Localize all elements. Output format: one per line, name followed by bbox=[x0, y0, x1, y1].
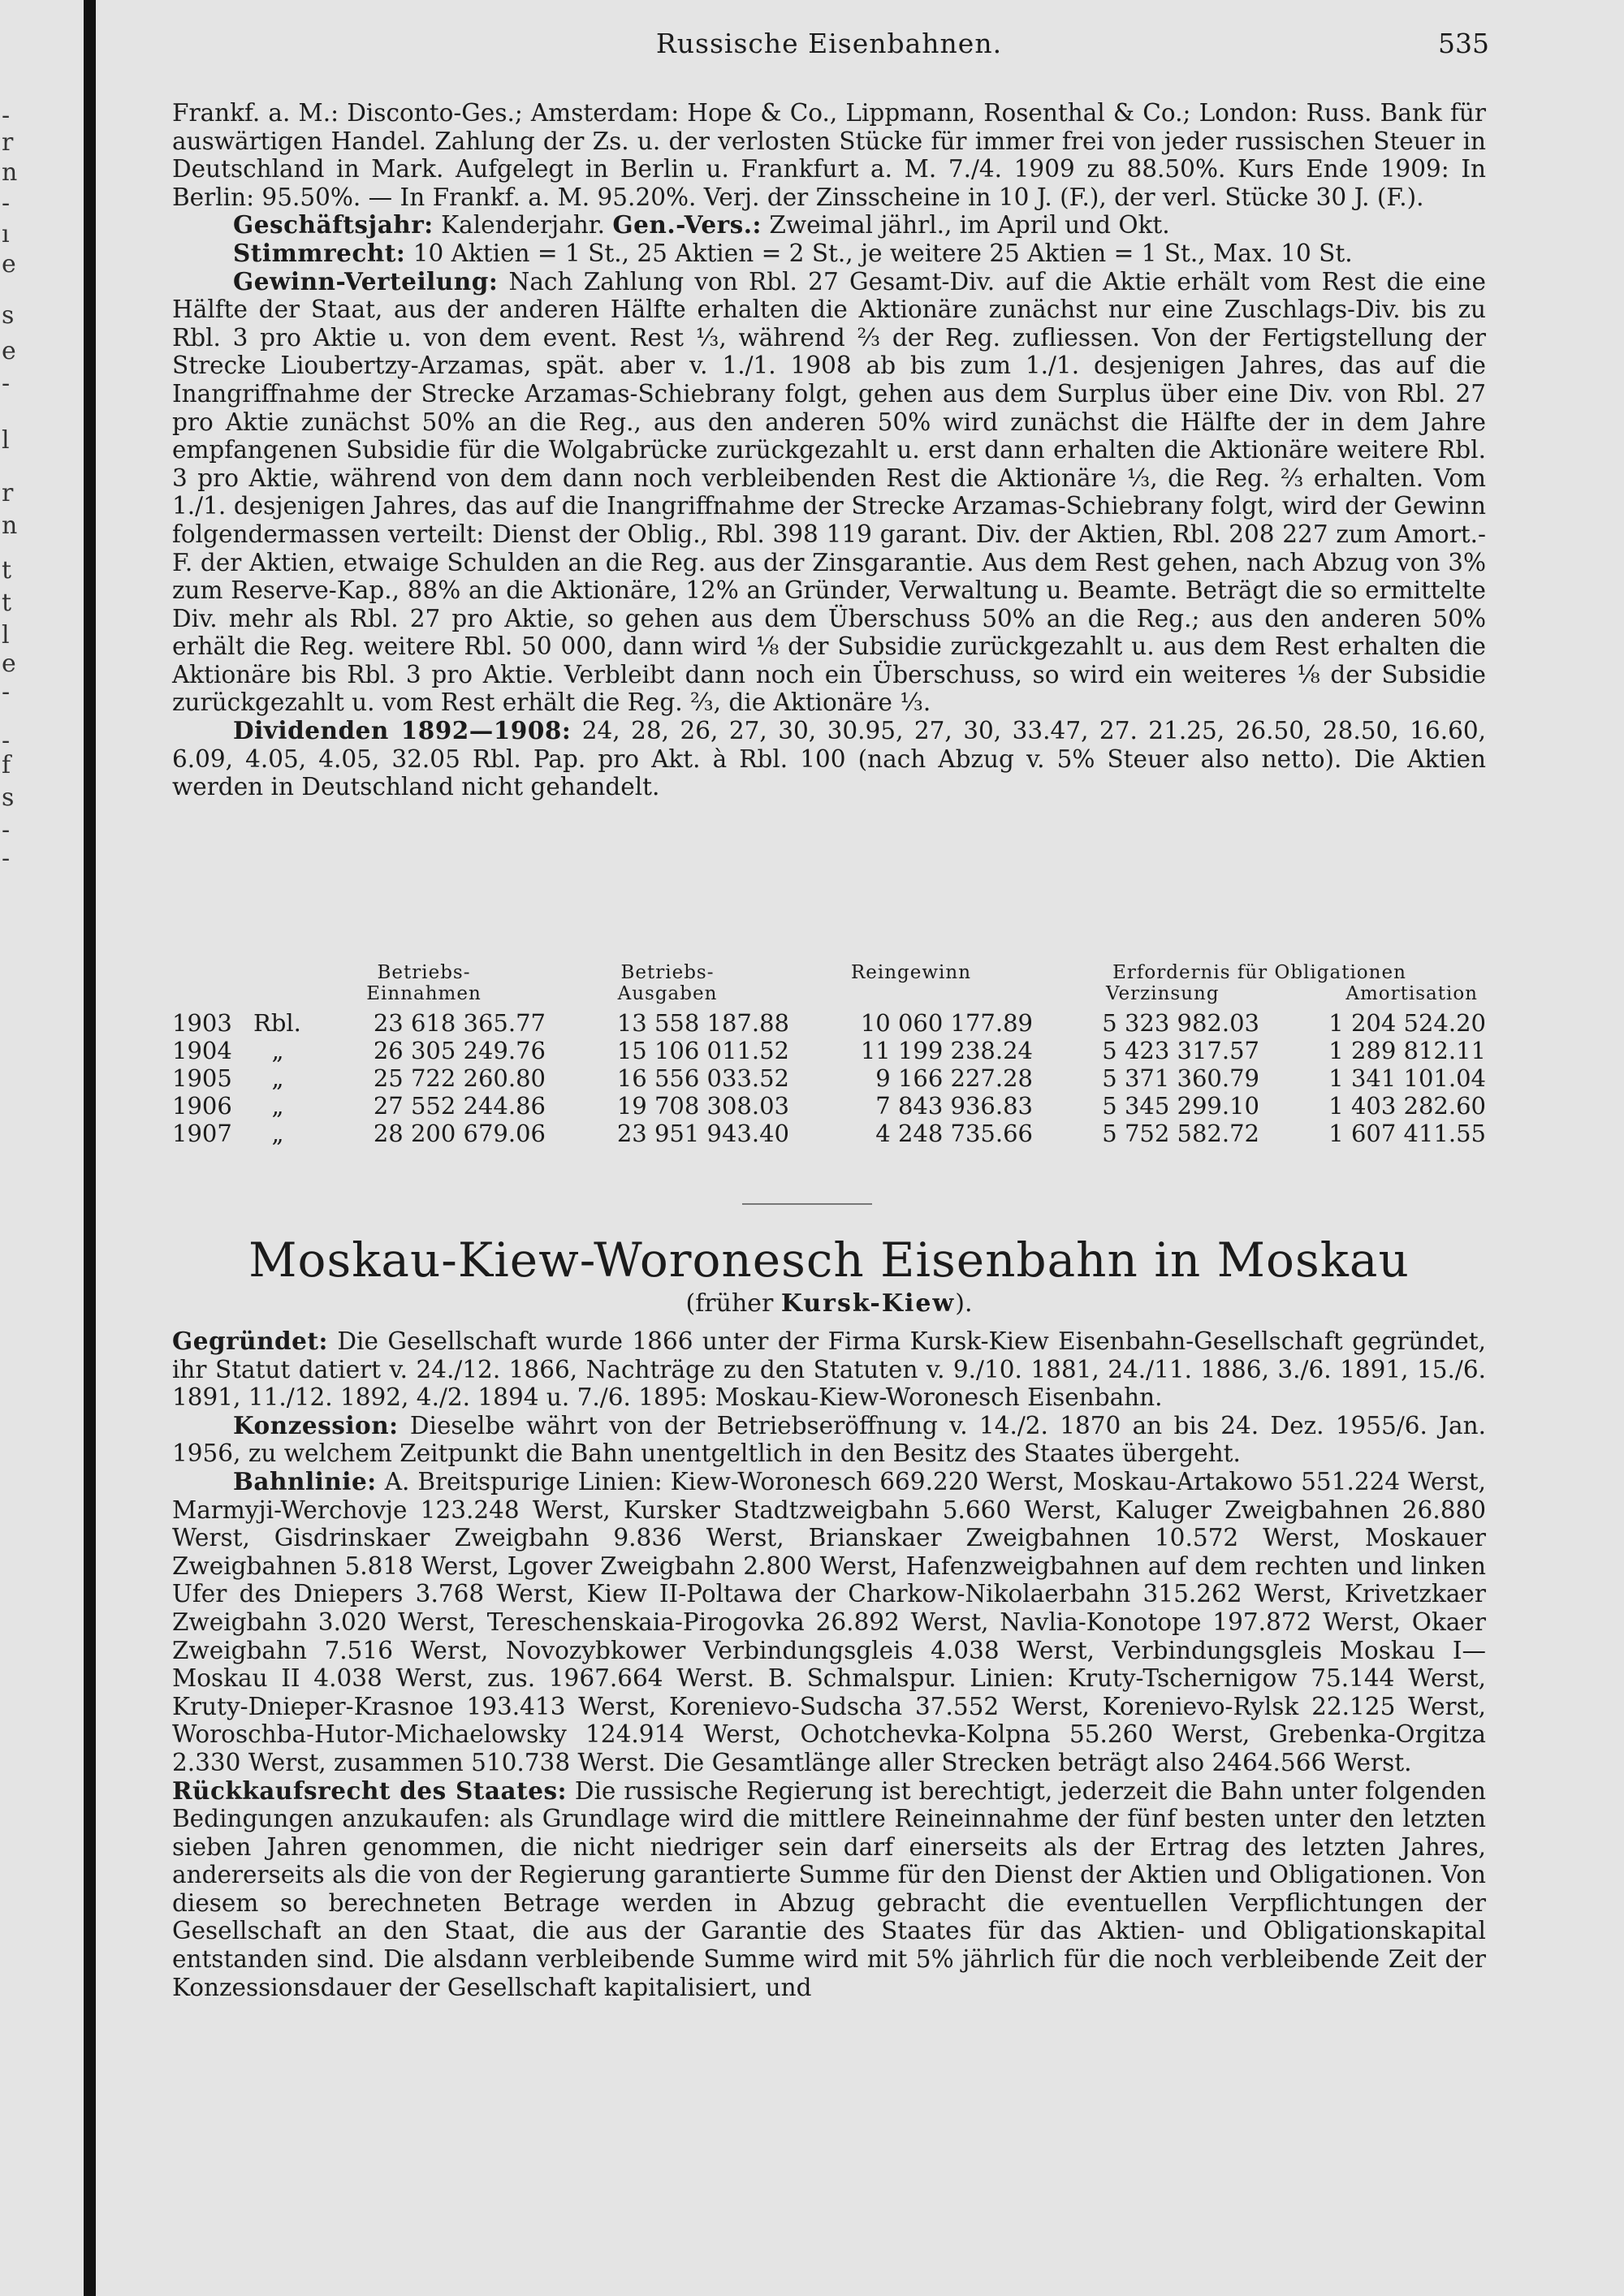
cell-year: 1906 bbox=[172, 1092, 232, 1120]
margin-char: - bbox=[2, 101, 11, 130]
cell-amortisation: 1 341 101.04 bbox=[1328, 1064, 1486, 1092]
margin-char: - bbox=[2, 727, 11, 755]
margin-char: t bbox=[2, 556, 12, 585]
paragraph-gewinn-verteilung bbox=[172, 268, 1486, 718]
section-moskau-kiew-woronesch bbox=[172, 1327, 1486, 2001]
cell-ausgaben: 13 558 187.88 bbox=[616, 1009, 789, 1037]
table-row bbox=[172, 1092, 1486, 1120]
text-konzession: Dieselbe währt von der Betriebseröffnung v. 14./2. 1870 an bis 24. Dez. 1955/6. Jan. 1956, zu welchem Zeitpunkt die Bahn unentgeltlich in den Besitz des Staates übergeht. bbox=[172, 1411, 1486, 1468]
cell-amortisation: 1 403 282.60 bbox=[1328, 1092, 1486, 1120]
company-title: Moskau-Kiew-Woronesch Eisenbahn in Moskau bbox=[248, 1232, 1410, 1288]
table-row bbox=[172, 1064, 1486, 1092]
subtitle-post: ). bbox=[955, 1289, 973, 1318]
cell-currency: „ bbox=[271, 1092, 284, 1120]
text-gen-vers: Zweimal jährl., im April und Okt. bbox=[769, 211, 1170, 240]
label-geschaeftsjahr: Geschäftsjahr: bbox=[233, 210, 434, 240]
margin-char: f bbox=[2, 751, 11, 779]
text-geschaeftsjahr: Kalenderjahr. bbox=[441, 211, 606, 240]
cell-amortisation: 1 607 411.55 bbox=[1328, 1120, 1486, 1147]
table-row bbox=[172, 1009, 1486, 1037]
cell-ausgaben: 16 556 033.52 bbox=[616, 1064, 789, 1092]
cell-currency: „ bbox=[271, 1037, 284, 1064]
cell-einnahmen: 23 618 365.77 bbox=[373, 1009, 546, 1037]
subtitle-pre: (früher bbox=[685, 1289, 774, 1318]
label-gen-vers: Gen.-Vers.: bbox=[612, 210, 762, 240]
label-gegruendet: Gegründet: bbox=[172, 1327, 328, 1355]
cell-currency: „ bbox=[271, 1064, 284, 1092]
margin-char: - bbox=[2, 844, 11, 873]
paragraph-geschaeftsjahr bbox=[172, 211, 1486, 240]
margin-char: - bbox=[2, 369, 11, 398]
table-row bbox=[172, 1037, 1486, 1064]
margin-char: t bbox=[2, 589, 12, 617]
cell-ausgaben: 23 951 943.40 bbox=[616, 1120, 789, 1147]
text-dividenden: 24, 28, 26, 27, 30, 30.95, 27, 30, 33.47, 27. 21.25, 26.50, 28.50, 16.60, 6.09, 4.05, 4.05, 32.05 Rbl. Pap. pro Akt. à Rbl. 100 (nach Abzug v. 5% Steuer also netto). Die Aktien werden in Deutschland nicht gehandelt. bbox=[172, 717, 1486, 801]
margin-char: - bbox=[2, 678, 11, 706]
cell-ausgaben: 15 106 011.52 bbox=[616, 1037, 789, 1064]
cell-reingewinn: 11 199 238.24 bbox=[860, 1037, 1033, 1064]
margin-char: - bbox=[2, 816, 11, 844]
header-betriebs-ausgaben: Betriebs- Ausgaben bbox=[617, 962, 718, 1004]
cell-reingewinn: 7 843 936.83 bbox=[875, 1092, 1033, 1120]
cell-year: 1903 bbox=[172, 1009, 232, 1037]
margin-char: r bbox=[2, 479, 14, 507]
paragraph-stimmrecht bbox=[172, 240, 1486, 268]
cell-year: 1905 bbox=[172, 1064, 232, 1092]
financial-table bbox=[172, 962, 1486, 1147]
table-row bbox=[172, 1120, 1486, 1147]
paragraph-gegruendet bbox=[172, 1327, 1486, 1412]
page-number: 535 bbox=[1438, 28, 1489, 59]
margin-char: e bbox=[2, 250, 16, 278]
section-russ-eisenbahnen bbox=[172, 99, 1486, 801]
subtitle-former-name: Kursk-Kiew bbox=[780, 1289, 956, 1318]
text-gewinn-verteilung: Nach Zahlung von Rbl. 27 Gesamt-Div. auf die Aktie erhält vom Rest die eine Hälfte der Staat, aus der anderen Hälfte erhalten die Aktionäre zunächst nur eine Zuschlags-Div. bis zu Rbl. 3 pro Aktie u. von dem event. Rest ⅓, während ⅔ der Reg. zufliessen. Von der Fertigstellung der Strecke Lioubertzy-Arzamas, spät. aber v. 1./1. 1908 ab bis zum 1./1. desjenigen Jahres, das auf die Inangriffnahme der Strecke Arzamas-Schiebrany folgt, gehen aus dem Surplus über eine Div. von Rbl. 27 pro Aktie zunächst 50% an die Reg., aus den anderen 50% wird zunächst die Hälfte der in dem Jahre empfangenen Subsidie für die Wolgabrücke zurückgezahlt u. erst dann erhalten die Aktionäre weitere Rbl. 3 pro Aktie, während von dem dann noch verbleibenden Rest die Aktionäre ⅓, die Reg. ⅔ erhalten. Vom 1./1. desjenigen Jahres, das auf die Inangriffnahme der Strecke Arzamas-Schiebrany folgt, wird der Gewinn folgendermassen verteilt: Dienst der Oblig., Rbl. 398 119 garant. Div. der Aktien, Rbl. 208 227 zum Amort.-F. der Aktien, etwaige Schulden an die Reg. aus der Zinsgarantie. Aus dem Rest gehen, nach Abzug von 3% zum Reserve-Kap., 88% an die Aktionäre, 12% an Gründer, Verwaltung u. Beamte. Beträgt die so ermittelte Div. mehr als Rbl. 27 pro Aktie, so gehen aus dem Überschuss 50% an die Reg.; aus den anderen 50% erhält die Reg. weitere Rbl. 50 000, dann wird ⅛ der Subsidie zurückgezahlt u. aus dem Rest erhalten die Aktionäre bis Rbl. 3 pro Aktie. Verbleibt dann noch ein Überschuss, so wird ein weiteres ⅛ der Subsidie zurückgezahlt u. vom Rest erhält die Reg. ⅔, die Aktionäre ⅓. bbox=[172, 267, 1486, 717]
margin-char: ı bbox=[2, 220, 10, 248]
paragraph-konzession bbox=[172, 1412, 1486, 1468]
margin-char: r bbox=[2, 128, 14, 157]
cell-verzinsung: 5 371 360.79 bbox=[1102, 1064, 1259, 1092]
paragraph-bahnlinie bbox=[172, 1468, 1486, 1777]
cell-verzinsung: 5 423 317.57 bbox=[1102, 1037, 1259, 1064]
cell-amortisation: 1 289 812.11 bbox=[1328, 1037, 1486, 1064]
text-stimmrecht: 10 Aktien = 1 St., 25 Aktien = 2 St., je weitere 25 Aktien = 1 St., Max. 10 St. bbox=[412, 239, 1353, 267]
cell-reingewinn: 10 060 177.89 bbox=[860, 1009, 1033, 1037]
cell-reingewinn: 4 248 735.66 bbox=[875, 1120, 1033, 1147]
margin-char: s bbox=[2, 301, 15, 330]
paragraph-rueckkaufsrecht bbox=[172, 1777, 1486, 2002]
cell-verzinsung: 5 323 982.03 bbox=[1102, 1009, 1259, 1037]
table-header-row bbox=[172, 962, 1486, 1009]
paragraph-zahlstellen: Frankf. a. M.: Disconto-Ges.; Amsterdam: Hope & Co., Lippmann, Rosenthal & Co.; London: Russ. Bank für auswärtigen Handel. Zahlung der Zs. u. der verlosten Stücke für immer frei von jeder russischen Steuer in Deutschland in Mark. Aufgelegt in Berlin u. Frankfurt a. M. 7./4. 1909 zu 88.50%. Kurs Ende 1909: In Berlin: 95.50%. — In Frankf. a. M. 95.20%. Verj. der Zinsscheine in 10 J. (F.), der verl. Stücke 30 J. (F.). bbox=[172, 99, 1486, 211]
label-gewinn-verteilung: Gewinn-Verteilung: bbox=[233, 266, 499, 296]
cell-einnahmen: 25 722 260.80 bbox=[373, 1064, 546, 1092]
binding-edge bbox=[84, 0, 96, 2296]
header-verzinsung: Verzinsung bbox=[1106, 983, 1220, 1004]
margin-char: s bbox=[2, 783, 15, 812]
cell-year: 1904 bbox=[172, 1037, 232, 1064]
label-bahnlinie: Bahnlinie: bbox=[233, 1466, 377, 1495]
margin-char: - bbox=[2, 189, 11, 218]
header-betriebs-einnahmen: Betriebs- Einnahmen bbox=[366, 962, 482, 1004]
running-title: Russische Eisenbahnen. bbox=[655, 28, 1003, 59]
cell-verzinsung: 5 345 299.10 bbox=[1102, 1092, 1259, 1120]
margin-char: e bbox=[2, 337, 16, 365]
cell-currency: „ bbox=[271, 1120, 284, 1147]
cell-einnahmen: 26 305 249.76 bbox=[373, 1037, 546, 1064]
label-rueckkaufsrecht: Rückkaufsrecht des Staates: bbox=[172, 1776, 567, 1805]
paragraph-dividenden bbox=[172, 717, 1486, 801]
company-subtitle bbox=[172, 1289, 1486, 1318]
cell-einnahmen: 28 200 679.06 bbox=[373, 1120, 546, 1147]
header-erfordernis bbox=[1033, 962, 1486, 1009]
running-header bbox=[172, 28, 1489, 64]
cell-reingewinn: 9 166 227.28 bbox=[875, 1064, 1033, 1092]
margin-char: n bbox=[2, 158, 18, 187]
text-bahnlinie: A. Breitspurige Linien: Kiew-Woronesch 669.220 Werst, Moskau-Artakowo 551.224 Werst, Marmyji-Werchovje 123.248 Werst, Kursker Stadtzweigbahn 5.660 Werst, Kaluger Zweigbahnen 26.880 Werst, Gisdrinskaer Zweigbahn 9.836 Werst, Brianskaer Zweigbahnen 10.572 Werst, Moskauer Zweigbahnen 5.818 Werst, Lgover Zweigbahn 2.800 Werst, Hafenzweigbahnen auf dem rechten und linken Ufer des Dniepers 3.768 Werst, Kiew II-Poltawa der Charkow-Nikolaerbahn 315.262 Werst, Krivetzkaer Zweigbahn 3.020 Werst, Tereschenskaia-Pirogovka 26.892 Werst, Navlia-Konotope 197.872 Werst, Okaer Zweigbahn 7.516 Werst, Novozybkower Verbindungsgleis 4.038 Werst, Verbindungsgleis Moskau I—Moskau II 4.038 Werst, zus. 1967.664 Werst. B. Schmalspur. Linien: Kruty-Tschernigow 75.144 Werst, Kruty-Dnieper-Krasnoe 193.413 Werst, Korenievo-Sudscha 37.552 Werst, Korenievo-Rylsk 22.125 Werst, Woroschba-Hutor-Michaelowsky 124.914 Werst, Ochotchevka-Kolpna 55.260 Werst, Grebenka-Orgitza 2.330 Werst, zusammen 510.738 Werst. Die Gesamtlänge aller Strecken beträgt also 2464.566 Werst. bbox=[172, 1467, 1486, 1776]
cell-verzinsung: 5 752 582.72 bbox=[1102, 1120, 1259, 1147]
label-stimmrecht: Stimmrecht: bbox=[233, 238, 406, 267]
cell-einnahmen: 27 552 244.86 bbox=[373, 1092, 546, 1120]
margin-char: l bbox=[2, 621, 10, 650]
label-dividenden: Dividenden 1892—1908: bbox=[233, 716, 572, 745]
cell-amortisation: 1 204 524.20 bbox=[1328, 1009, 1486, 1037]
header-erfordernis-text: Erfordernis für Obligationen bbox=[1112, 962, 1406, 983]
header-reingewinn-text: Reingewinn bbox=[850, 962, 972, 983]
cell-year: 1907 bbox=[172, 1120, 232, 1147]
cell-currency: Rbl. bbox=[253, 1009, 301, 1037]
section-divider bbox=[742, 1203, 872, 1205]
header-amortisation: Amortisation bbox=[1345, 983, 1478, 1004]
margin-char: n bbox=[2, 511, 18, 540]
text-rueckkaufsrecht: Die russische Regierung ist berechtigt, jederzeit die Bahn unter folgenden Bedingungen anzukaufen: als Grundlage wird die mittlere Reineinnahme der fünf besten unter den letzten sieben Jahren genommen, die nicht niedriger sein darf einerseits als der Ertrag des letzten Jahres, andererseits als die von der Regierung garantierte Summe für den Dienst der Aktien und Obligationen. Von diesem so berechneten Betrage werden in Abzug gebracht die eventuellen Verpflichtungen der Gesellschaft an den Staat, die aus der Garantie des Staates für das Aktien- und Obligationskapital entstanden sind. Die alsdann verbleibende Summe wird mit 5% jährlich für die noch verbleibende Zeit der Konzessionsdauer der Gesellschaft kapitalisiert, und bbox=[172, 1776, 1486, 2001]
header-reingewinn bbox=[789, 962, 1033, 1009]
label-konzession: Konzession: bbox=[233, 1410, 399, 1439]
text-gegruendet: Die Gesellschaft wurde 1866 unter der Firma Kursk-Kiew Eisenbahn-Gesellschaft gegründet, ihr Statut datiert v. 24./12. 1866, Nachträge zu den Statuten v. 9./10. 1881, 24./11. 1886, 3./6. 1891, 15./6. 1891, 11./12. 1892, 4./2. 1894 u. 7./6. 1895: Moskau-Kiew-Woronesch Eisenbahn. bbox=[172, 1327, 1486, 1412]
cell-ausgaben: 19 708 308.03 bbox=[616, 1092, 789, 1120]
margin-char: l bbox=[2, 426, 10, 455]
margin-char: e bbox=[2, 650, 16, 678]
